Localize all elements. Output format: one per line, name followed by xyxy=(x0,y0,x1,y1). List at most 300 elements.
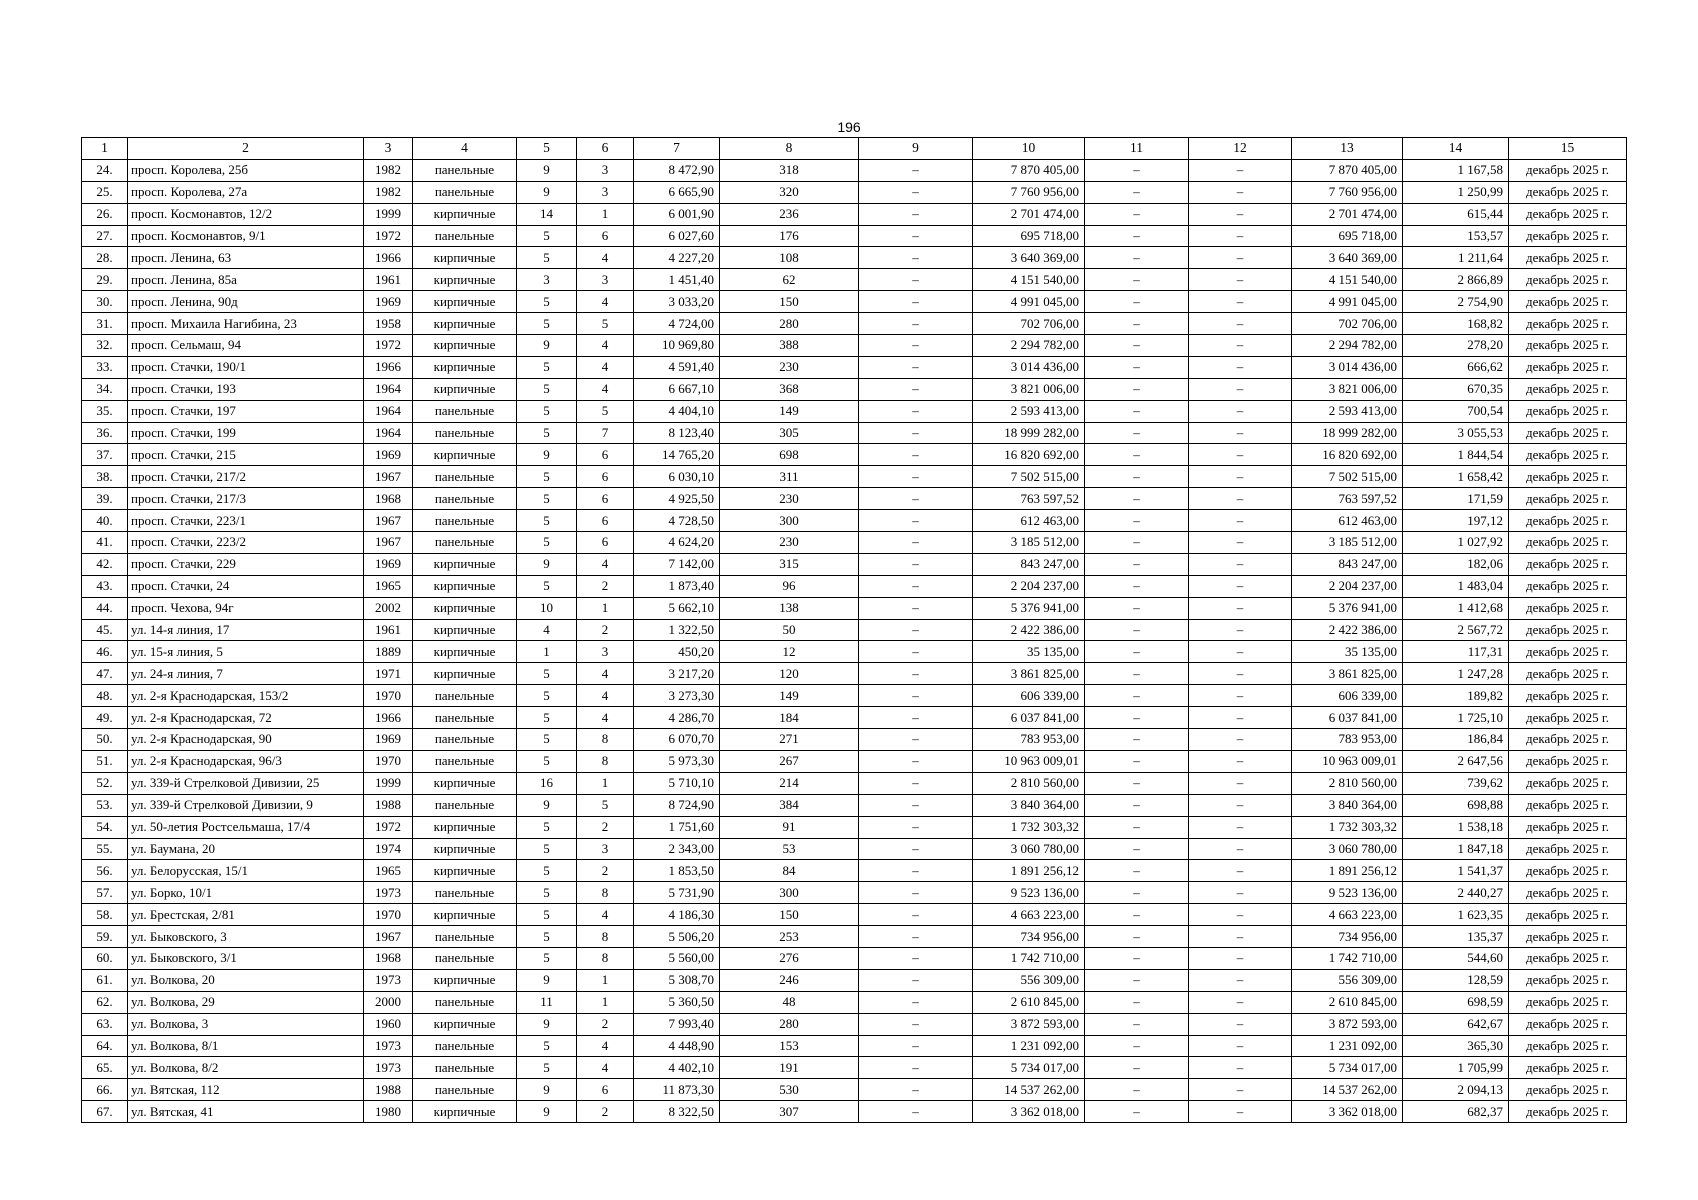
column-header-3: 3 xyxy=(364,138,413,160)
col-13-amount-cell: 3 861 825,00 xyxy=(1292,663,1403,685)
col-14-value-cell: 128,59 xyxy=(1403,969,1509,991)
col-12-value-cell: – xyxy=(1189,794,1292,816)
entrances-cell: 4 xyxy=(577,335,634,357)
area-cell: 1 873,40 xyxy=(634,575,720,597)
residents-cell: 267 xyxy=(720,750,859,772)
area-cell: 4 925,50 xyxy=(634,488,720,510)
col-10-amount-cell: 3 840 364,00 xyxy=(973,794,1085,816)
col-9-value-cell: – xyxy=(859,597,973,619)
col-9-value-cell: – xyxy=(859,269,973,291)
col-13-amount-cell: 695 718,00 xyxy=(1292,225,1403,247)
year-built-cell: 1973 xyxy=(364,1057,413,1079)
completion-date-cell: декабрь 2025 г. xyxy=(1509,969,1627,991)
wall-material-cell: кирпичные xyxy=(413,772,517,794)
area-cell: 450,20 xyxy=(634,641,720,663)
area-cell: 5 710,10 xyxy=(634,772,720,794)
row-number-cell: 29. xyxy=(82,269,128,291)
floors-cell: 5 xyxy=(517,532,577,554)
row-number-cell: 32. xyxy=(82,335,128,357)
col-14-value-cell: 186,84 xyxy=(1403,729,1509,751)
table-row xyxy=(82,794,1627,816)
row-number-cell: 25. xyxy=(82,181,128,203)
col-11-value-cell: – xyxy=(1085,444,1189,466)
area-cell: 14 765,20 xyxy=(634,444,720,466)
entrances-cell: 2 xyxy=(577,860,634,882)
floors-cell: 9 xyxy=(517,1079,577,1101)
year-built-cell: 1973 xyxy=(364,969,413,991)
residents-cell: 150 xyxy=(720,904,859,926)
entrances-cell: 8 xyxy=(577,882,634,904)
completion-date-cell: декабрь 2025 г. xyxy=(1509,597,1627,619)
col-9-value-cell: – xyxy=(859,619,973,641)
col-14-value-cell: 1 538,18 xyxy=(1403,816,1509,838)
col-14-value-cell: 2 647,56 xyxy=(1403,750,1509,772)
completion-date-cell: декабрь 2025 г. xyxy=(1509,947,1627,969)
wall-material-cell: панельные xyxy=(413,794,517,816)
col-9-value-cell: – xyxy=(859,553,973,575)
entrances-cell: 3 xyxy=(577,269,634,291)
completion-date-cell: декабрь 2025 г. xyxy=(1509,510,1627,532)
col-13-amount-cell: 1 742 710,00 xyxy=(1292,947,1403,969)
col-13-amount-cell: 4 991 045,00 xyxy=(1292,291,1403,313)
floors-cell: 5 xyxy=(517,882,577,904)
address-cell: просп. Стачки, 199 xyxy=(128,422,364,444)
col-13-amount-cell: 2 593 413,00 xyxy=(1292,400,1403,422)
entrances-cell: 2 xyxy=(577,575,634,597)
table-row xyxy=(82,991,1627,1013)
col-13-amount-cell: 3 821 006,00 xyxy=(1292,378,1403,400)
col-12-value-cell: – xyxy=(1189,991,1292,1013)
col-9-value-cell: – xyxy=(859,247,973,269)
address-cell: ул. Белорусская, 15/1 xyxy=(128,860,364,882)
completion-date-cell: декабрь 2025 г. xyxy=(1509,159,1627,181)
col-12-value-cell: – xyxy=(1189,225,1292,247)
completion-date-cell: декабрь 2025 г. xyxy=(1509,1101,1627,1123)
wall-material-cell: панельные xyxy=(413,488,517,510)
row-number-cell: 24. xyxy=(82,159,128,181)
table-row xyxy=(82,1013,1627,1035)
entrances-cell: 1 xyxy=(577,969,634,991)
col-11-value-cell: – xyxy=(1085,553,1189,575)
wall-material-cell: панельные xyxy=(413,882,517,904)
col-12-value-cell: – xyxy=(1189,860,1292,882)
address-cell: ул. 2-я Краснодарская, 90 xyxy=(128,729,364,751)
col-12-value-cell: – xyxy=(1189,685,1292,707)
col-10-amount-cell: 783 953,00 xyxy=(973,729,1085,751)
col-12-value-cell: – xyxy=(1189,159,1292,181)
col-13-amount-cell: 763 597,52 xyxy=(1292,488,1403,510)
col-12-value-cell: – xyxy=(1189,532,1292,554)
col-11-value-cell: – xyxy=(1085,313,1189,335)
entrances-cell: 2 xyxy=(577,619,634,641)
table-row xyxy=(82,947,1627,969)
column-header-6: 6 xyxy=(577,138,634,160)
col-13-amount-cell: 1 732 303,32 xyxy=(1292,816,1403,838)
wall-material-cell: панельные xyxy=(413,400,517,422)
col-10-amount-cell: 5 376 941,00 xyxy=(973,597,1085,619)
col-14-value-cell: 278,20 xyxy=(1403,335,1509,357)
area-cell: 5 308,70 xyxy=(634,969,720,991)
residents-cell: 149 xyxy=(720,685,859,707)
wall-material-cell: кирпичные xyxy=(413,619,517,641)
col-13-amount-cell: 2 294 782,00 xyxy=(1292,335,1403,357)
wall-material-cell: кирпичные xyxy=(413,597,517,619)
col-12-value-cell: – xyxy=(1189,707,1292,729)
col-10-amount-cell: 2 593 413,00 xyxy=(973,400,1085,422)
col-12-value-cell: – xyxy=(1189,1057,1292,1079)
residents-cell: 230 xyxy=(720,356,859,378)
address-cell: просп. Чехова, 94г xyxy=(128,597,364,619)
table-row xyxy=(82,1101,1627,1123)
residents-cell: 280 xyxy=(720,1013,859,1035)
column-header-2: 2 xyxy=(128,138,364,160)
col-13-amount-cell: 16 820 692,00 xyxy=(1292,444,1403,466)
col-12-value-cell: – xyxy=(1189,313,1292,335)
col-11-value-cell: – xyxy=(1085,707,1189,729)
col-10-amount-cell: 3 821 006,00 xyxy=(973,378,1085,400)
completion-date-cell: декабрь 2025 г. xyxy=(1509,269,1627,291)
col-14-value-cell: 3 055,53 xyxy=(1403,422,1509,444)
col-12-value-cell: – xyxy=(1189,904,1292,926)
col-13-amount-cell: 1 231 092,00 xyxy=(1292,1035,1403,1057)
entrances-cell: 1 xyxy=(577,203,634,225)
area-cell: 4 404,10 xyxy=(634,400,720,422)
floors-cell: 5 xyxy=(517,729,577,751)
col-9-value-cell: – xyxy=(859,422,973,444)
completion-date-cell: декабрь 2025 г. xyxy=(1509,444,1627,466)
col-11-value-cell: – xyxy=(1085,247,1189,269)
entrances-cell: 2 xyxy=(577,1013,634,1035)
col-14-value-cell: 544,60 xyxy=(1403,947,1509,969)
wall-material-cell: панельные xyxy=(413,466,517,488)
year-built-cell: 1965 xyxy=(364,575,413,597)
row-number-cell: 65. xyxy=(82,1057,128,1079)
col-9-value-cell: – xyxy=(859,729,973,751)
table-row xyxy=(82,619,1627,641)
row-number-cell: 33. xyxy=(82,356,128,378)
area-cell: 6 001,90 xyxy=(634,203,720,225)
column-header-5: 5 xyxy=(517,138,577,160)
area-cell: 8 472,90 xyxy=(634,159,720,181)
col-13-amount-cell: 3 014 436,00 xyxy=(1292,356,1403,378)
floors-cell: 5 xyxy=(517,663,577,685)
area-cell: 5 560,00 xyxy=(634,947,720,969)
row-number-cell: 51. xyxy=(82,750,128,772)
col-11-value-cell: – xyxy=(1085,641,1189,663)
area-cell: 4 624,20 xyxy=(634,532,720,554)
area-cell: 4 402,10 xyxy=(634,1057,720,1079)
completion-date-cell: декабрь 2025 г. xyxy=(1509,291,1627,313)
entrances-cell: 8 xyxy=(577,926,634,948)
floors-cell: 5 xyxy=(517,947,577,969)
column-header-15: 15 xyxy=(1509,138,1627,160)
area-cell: 2 343,00 xyxy=(634,838,720,860)
col-9-value-cell: – xyxy=(859,816,973,838)
wall-material-cell: кирпичные xyxy=(413,663,517,685)
floors-cell: 16 xyxy=(517,772,577,794)
col-13-amount-cell: 2 422 386,00 xyxy=(1292,619,1403,641)
floors-cell: 5 xyxy=(517,510,577,532)
floors-cell: 5 xyxy=(517,356,577,378)
col-14-value-cell: 698,59 xyxy=(1403,991,1509,1013)
completion-date-cell: декабрь 2025 г. xyxy=(1509,1079,1627,1101)
entrances-cell: 4 xyxy=(577,356,634,378)
col-11-value-cell: – xyxy=(1085,947,1189,969)
residents-cell: 138 xyxy=(720,597,859,619)
residents-cell: 315 xyxy=(720,553,859,575)
residents-cell: 271 xyxy=(720,729,859,751)
table-row xyxy=(82,181,1627,203)
col-14-value-cell: 135,37 xyxy=(1403,926,1509,948)
col-13-amount-cell: 2 204 237,00 xyxy=(1292,575,1403,597)
floors-cell: 5 xyxy=(517,750,577,772)
col-9-value-cell: – xyxy=(859,685,973,707)
col-11-value-cell: – xyxy=(1085,729,1189,751)
col-13-amount-cell: 843 247,00 xyxy=(1292,553,1403,575)
col-11-value-cell: – xyxy=(1085,838,1189,860)
address-cell: просп. Стачки, 197 xyxy=(128,400,364,422)
residents-cell: 91 xyxy=(720,816,859,838)
address-cell: ул. 2-я Краснодарская, 96/3 xyxy=(128,750,364,772)
col-12-value-cell: – xyxy=(1189,969,1292,991)
address-cell: просп. Стачки, 217/2 xyxy=(128,466,364,488)
col-12-value-cell: – xyxy=(1189,466,1292,488)
col-12-value-cell: – xyxy=(1189,247,1292,269)
col-10-amount-cell: 734 956,00 xyxy=(973,926,1085,948)
col-9-value-cell: – xyxy=(859,1079,973,1101)
address-cell: ул. 2-я Краснодарская, 153/2 xyxy=(128,685,364,707)
col-13-amount-cell: 556 309,00 xyxy=(1292,969,1403,991)
area-cell: 3 217,20 xyxy=(634,663,720,685)
col-9-value-cell: – xyxy=(859,1013,973,1035)
row-number-cell: 46. xyxy=(82,641,128,663)
year-built-cell: 1969 xyxy=(364,291,413,313)
col-13-amount-cell: 4 663 223,00 xyxy=(1292,904,1403,926)
floors-cell: 9 xyxy=(517,553,577,575)
address-cell: просп. Ленина, 85а xyxy=(128,269,364,291)
col-10-amount-cell: 1 732 303,32 xyxy=(973,816,1085,838)
address-cell: ул. Быковского, 3/1 xyxy=(128,947,364,969)
year-built-cell: 1965 xyxy=(364,860,413,882)
col-14-value-cell: 615,44 xyxy=(1403,203,1509,225)
entrances-cell: 1 xyxy=(577,772,634,794)
wall-material-cell: кирпичные xyxy=(413,1013,517,1035)
wall-material-cell: панельные xyxy=(413,1035,517,1057)
residents-cell: 214 xyxy=(720,772,859,794)
table-row xyxy=(82,466,1627,488)
entrances-cell: 4 xyxy=(577,707,634,729)
col-9-value-cell: – xyxy=(859,947,973,969)
residents-cell: 300 xyxy=(720,882,859,904)
entrances-cell: 3 xyxy=(577,181,634,203)
area-cell: 1 751,60 xyxy=(634,816,720,838)
entrances-cell: 6 xyxy=(577,510,634,532)
row-number-cell: 54. xyxy=(82,816,128,838)
col-14-value-cell: 698,88 xyxy=(1403,794,1509,816)
col-11-value-cell: – xyxy=(1085,882,1189,904)
col-11-value-cell: – xyxy=(1085,860,1189,882)
table-row xyxy=(82,860,1627,882)
address-cell: ул. Борко, 10/1 xyxy=(128,882,364,904)
completion-date-cell: декабрь 2025 г. xyxy=(1509,422,1627,444)
col-12-value-cell: – xyxy=(1189,729,1292,751)
entrances-cell: 8 xyxy=(577,947,634,969)
completion-date-cell: декабрь 2025 г. xyxy=(1509,313,1627,335)
col-11-value-cell: – xyxy=(1085,225,1189,247)
wall-material-cell: кирпичные xyxy=(413,1101,517,1123)
col-10-amount-cell: 1 231 092,00 xyxy=(973,1035,1085,1057)
col-12-value-cell: – xyxy=(1189,772,1292,794)
address-cell: просп. Стачки, 223/1 xyxy=(128,510,364,532)
col-9-value-cell: – xyxy=(859,1057,973,1079)
wall-material-cell: кирпичные xyxy=(413,203,517,225)
year-built-cell: 1968 xyxy=(364,947,413,969)
col-9-value-cell: – xyxy=(859,203,973,225)
col-14-value-cell: 1 167,58 xyxy=(1403,159,1509,181)
area-cell: 4 227,20 xyxy=(634,247,720,269)
floors-cell: 5 xyxy=(517,1057,577,1079)
residents-cell: 307 xyxy=(720,1101,859,1123)
col-11-value-cell: – xyxy=(1085,510,1189,532)
wall-material-cell: панельные xyxy=(413,685,517,707)
year-built-cell: 1961 xyxy=(364,269,413,291)
row-number-cell: 39. xyxy=(82,488,128,510)
col-14-value-cell: 1 027,92 xyxy=(1403,532,1509,554)
col-9-value-cell: – xyxy=(859,1035,973,1057)
row-number-cell: 31. xyxy=(82,313,128,335)
col-12-value-cell: – xyxy=(1189,203,1292,225)
col-11-value-cell: – xyxy=(1085,181,1189,203)
col-10-amount-cell: 3 861 825,00 xyxy=(973,663,1085,685)
col-10-amount-cell: 6 037 841,00 xyxy=(973,707,1085,729)
area-cell: 10 969,80 xyxy=(634,335,720,357)
row-number-cell: 40. xyxy=(82,510,128,532)
entrances-cell: 5 xyxy=(577,313,634,335)
area-cell: 3 033,20 xyxy=(634,291,720,313)
address-cell: просп. Стачки, 223/2 xyxy=(128,532,364,554)
col-11-value-cell: – xyxy=(1085,619,1189,641)
floors-cell: 5 xyxy=(517,225,577,247)
area-cell: 3 273,30 xyxy=(634,685,720,707)
address-cell: просп. Ленина, 90д xyxy=(128,291,364,313)
completion-date-cell: декабрь 2025 г. xyxy=(1509,729,1627,751)
table-row xyxy=(82,422,1627,444)
wall-material-cell: кирпичные xyxy=(413,969,517,991)
col-14-value-cell: 117,31 xyxy=(1403,641,1509,663)
row-number-cell: 58. xyxy=(82,904,128,926)
year-built-cell: 1974 xyxy=(364,838,413,860)
area-cell: 8 724,90 xyxy=(634,794,720,816)
table-row xyxy=(82,291,1627,313)
wall-material-cell: панельные xyxy=(413,422,517,444)
col-9-value-cell: – xyxy=(859,488,973,510)
completion-date-cell: декабрь 2025 г. xyxy=(1509,991,1627,1013)
col-9-value-cell: – xyxy=(859,838,973,860)
row-number-cell: 60. xyxy=(82,947,128,969)
col-11-value-cell: – xyxy=(1085,378,1189,400)
col-11-value-cell: – xyxy=(1085,356,1189,378)
col-13-amount-cell: 3 362 018,00 xyxy=(1292,1101,1403,1123)
year-built-cell: 1988 xyxy=(364,1079,413,1101)
column-header-7: 7 xyxy=(634,138,720,160)
floors-cell: 9 xyxy=(517,1101,577,1123)
col-13-amount-cell: 7 760 956,00 xyxy=(1292,181,1403,203)
row-number-cell: 38. xyxy=(82,466,128,488)
col-14-value-cell: 1 844,54 xyxy=(1403,444,1509,466)
col-11-value-cell: – xyxy=(1085,575,1189,597)
table-row xyxy=(82,488,1627,510)
wall-material-cell: кирпичные xyxy=(413,904,517,926)
col-10-amount-cell: 2 422 386,00 xyxy=(973,619,1085,641)
col-10-amount-cell: 7 870 405,00 xyxy=(973,159,1085,181)
completion-date-cell: декабрь 2025 г. xyxy=(1509,553,1627,575)
col-9-value-cell: – xyxy=(859,225,973,247)
table-row xyxy=(82,203,1627,225)
column-header-11: 11 xyxy=(1085,138,1189,160)
entrances-cell: 4 xyxy=(577,685,634,707)
col-13-amount-cell: 10 963 009,01 xyxy=(1292,750,1403,772)
col-10-amount-cell: 3 060 780,00 xyxy=(973,838,1085,860)
col-14-value-cell: 1 211,64 xyxy=(1403,247,1509,269)
header-row xyxy=(82,138,1627,160)
col-11-value-cell: – xyxy=(1085,203,1189,225)
column-header-13: 13 xyxy=(1292,138,1403,160)
table-row xyxy=(82,750,1627,772)
completion-date-cell: декабрь 2025 г. xyxy=(1509,750,1627,772)
floors-cell: 5 xyxy=(517,816,577,838)
table-row xyxy=(82,685,1627,707)
col-9-value-cell: – xyxy=(859,882,973,904)
entrances-cell: 4 xyxy=(577,663,634,685)
row-number-cell: 64. xyxy=(82,1035,128,1057)
completion-date-cell: декабрь 2025 г. xyxy=(1509,378,1627,400)
floors-cell: 5 xyxy=(517,466,577,488)
wall-material-cell: панельные xyxy=(413,750,517,772)
col-10-amount-cell: 18 999 282,00 xyxy=(973,422,1085,444)
floors-cell: 9 xyxy=(517,969,577,991)
col-14-value-cell: 1 483,04 xyxy=(1403,575,1509,597)
col-14-value-cell: 1 541,37 xyxy=(1403,860,1509,882)
completion-date-cell: декабрь 2025 г. xyxy=(1509,707,1627,729)
year-built-cell: 1980 xyxy=(364,1101,413,1123)
col-14-value-cell: 2 094,13 xyxy=(1403,1079,1509,1101)
col-10-amount-cell: 843 247,00 xyxy=(973,553,1085,575)
area-cell: 1 322,50 xyxy=(634,619,720,641)
col-13-amount-cell: 9 523 136,00 xyxy=(1292,882,1403,904)
year-built-cell: 1889 xyxy=(364,641,413,663)
col-13-amount-cell: 734 956,00 xyxy=(1292,926,1403,948)
col-11-value-cell: – xyxy=(1085,816,1189,838)
table-row xyxy=(82,707,1627,729)
floors-cell: 14 xyxy=(517,203,577,225)
row-number-cell: 34. xyxy=(82,378,128,400)
residents-cell: 530 xyxy=(720,1079,859,1101)
col-10-amount-cell: 16 820 692,00 xyxy=(973,444,1085,466)
year-built-cell: 1967 xyxy=(364,466,413,488)
col-11-value-cell: – xyxy=(1085,422,1189,444)
col-9-value-cell: – xyxy=(859,969,973,991)
area-cell: 5 731,90 xyxy=(634,882,720,904)
residents-cell: 120 xyxy=(720,663,859,685)
table-row xyxy=(82,532,1627,554)
row-number-cell: 59. xyxy=(82,926,128,948)
col-11-value-cell: – xyxy=(1085,269,1189,291)
residents-cell: 12 xyxy=(720,641,859,663)
col-10-amount-cell: 9 523 136,00 xyxy=(973,882,1085,904)
entrances-cell: 6 xyxy=(577,444,634,466)
address-cell: просп. Сельмаш, 94 xyxy=(128,335,364,357)
col-14-value-cell: 1 250,99 xyxy=(1403,181,1509,203)
